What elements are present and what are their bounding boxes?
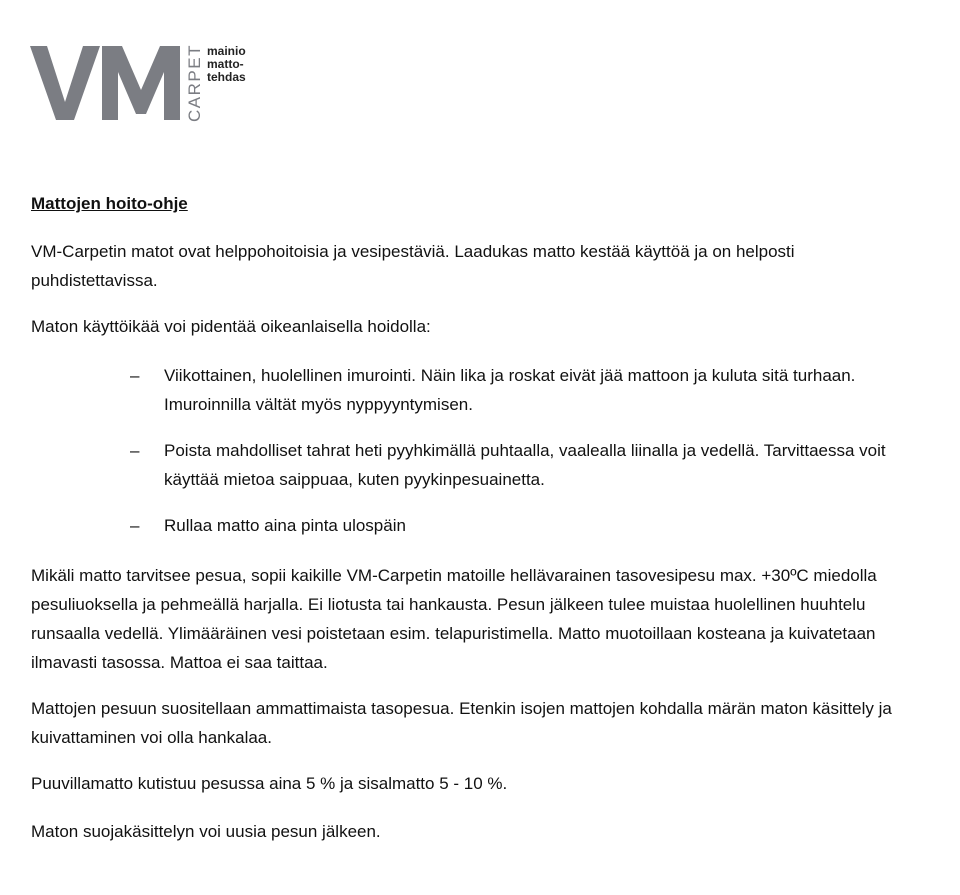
logo-letter-m — [102, 46, 180, 120]
protection-paragraph: Maton suojakäsittelyn voi uusia pesun jälkeen. — [31, 822, 381, 841]
shrinkage-paragraph: Puuvillamatto kutistuu pesussa aina 5 % ja sisalmatto 5 - 10 %. — [31, 774, 508, 793]
bullet-dash: – — [130, 366, 140, 385]
professional-wash-paragraph: Mattojen pesuun suositellaan ammattimaista tasopesua. Etenkin isojen mattojen kohdalla märän maton käsittely ja kuivattaminen voi olla hankalaa. — [31, 699, 892, 747]
bullet-text: Rullaa matto aina pinta ulospäin — [164, 516, 406, 535]
washing-paragraph: Mikäli matto tarvitsee pesua, sopii kaikille VM-Carpetin matoille hellävarainen tasovesipesu max. +30ºC miedolla pesuliuoksella ja pehmeällä harjalla. Ei liotusta tai hankausta. Pesun jälkeen tulee muistaa huolellinen huuhtelu runsaalla vedellä. Ylimääräinen vesi poistetaan esim. telapuristimella. Matto muotoillaan kosteana ja kuivatetaan ilmavasti tasossa. Mattoa ei saa taittaa. — [31, 566, 877, 672]
logo-tagline-3: tehdas — [207, 70, 246, 84]
vm-carpet-logo — [30, 42, 270, 124]
bullet-dash: – — [130, 441, 140, 460]
vm-logo-mark — [30, 42, 270, 124]
bullet-text: Viikottainen, huolellinen imurointi. Näin lika ja roskat eivät jää mattoon ja kuluta sitä turhaan. Imuroinnilla vältät myös nyppyyntymisen. — [164, 366, 856, 414]
logo-carpet-text: CARPET — [185, 44, 204, 122]
intro-paragraph: VM-Carpetin matot ovat helppohoitoisia ja vesipestäviä. Laadukas matto kestää käyttöä ja on helposti puhdistettavissa. — [31, 242, 795, 290]
bullet-text: Poista mahdolliset tahrat heti pyyhkimällä puhtaalla, vaalealla liinalla ja vedellä. Tarvittaessa voit käyttää mietoa saippuaa, kuten pyykinpesuainetta. — [164, 441, 886, 489]
logo-letter-v — [30, 46, 100, 120]
lead-paragraph: Maton käyttöikää voi pidentää oikeanlaisella hoidolla: — [31, 317, 431, 336]
document-heading: Mattojen hoito-ohje — [31, 194, 188, 213]
bullet-dash: – — [130, 516, 140, 535]
logo-tagline-2: matto- — [207, 57, 244, 71]
logo-tagline-1: mainio — [207, 44, 246, 58]
